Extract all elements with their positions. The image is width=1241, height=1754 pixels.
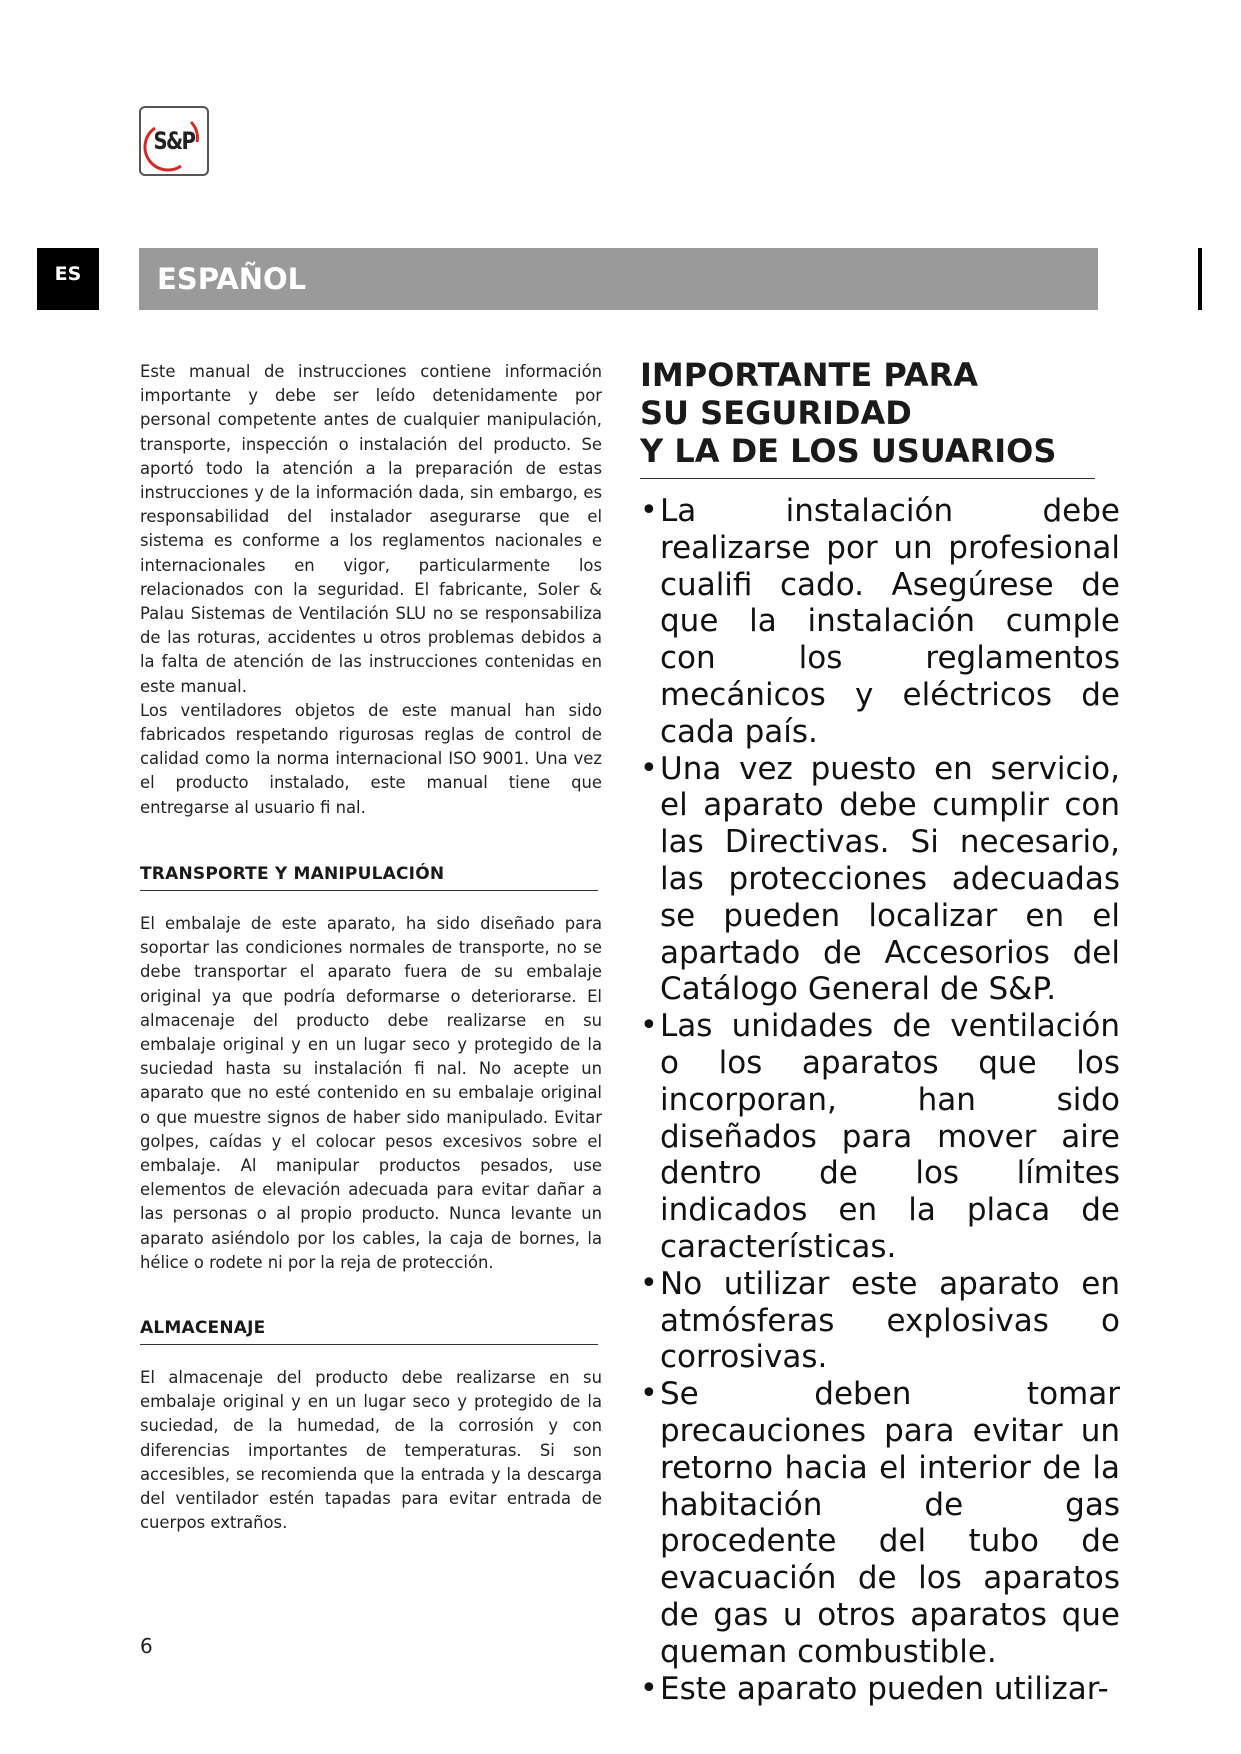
transporte-text: El embalaje de este aparato, ha sido diseñado para soportar las condiciones normales de transporte, no se debe transportar el aparato fuera de su embalaje original ya que podría deformarse o deteriorarse. El almacenaje del producto debe realizarse en su embalaje original y en un lugar seco y protegido de la suciedad hasta su instalación fi nal. No acepte un aparato que no esté contenido en su embalaje original o que muestre signos de haber sido manipulado. Evitar golpes, caídas y el colocar pesos excesivos sobre el embalaje. Al manipular productos pesados, use elementos de elevación adecuada para evitar dañar a las personas o al propio producto. Nunca levante un aparato asiéndolo por los cables, la caja de bornes, la hélice o rodete ni por la reja de protección. xyxy=(140,914,602,1272)
intro-section xyxy=(140,360,602,820)
safety-bullet: • Una vez puesto en servicio, el aparato debe cumplir con las Directivas. Si necesario, las protecciones adecuadas se pueden localizar en el apartado de Accesorios del Catálogo General de S&P. xyxy=(640,751,1120,1009)
intro-paragraph: Este manual de instrucciones contiene información importante y debe ser leído detenidamente por personal competente antes de cualquier manipulación, transporte, inspección o instalación del producto. Se aportó todo la atención a la preparación de estas instrucciones y de la información dada, sin embargo, es responsabilidad del instalador asegurarse que el sistema es conforme a los reglamentos nacionales e internacionales en vigor, particularmente los relacionados con la seguridad. El fabricante, Soler & Palau Sistemas de Ventilación SLU no se responsabiliza de las roturas, accidentes u otros problemas debidos a la falta de atención de las instrucciones contenidas en este manual. xyxy=(140,362,602,696)
safety-bullet: • Se deben tomar precauciones para evitar un retorno hacia el interior de la habitación de gas procedente del tubo de evacuación de los aparatos de gas u otros aparatos que queman combustible. xyxy=(640,1376,1120,1670)
section-title: ESPAÑOL xyxy=(139,248,1098,310)
safety-heading xyxy=(640,356,1095,479)
almacenaje-heading: ALMACENAJE xyxy=(140,1318,598,1345)
safety-heading-line: SU SEGURIDAD xyxy=(640,394,912,432)
safety-bullet-list xyxy=(640,493,1120,1707)
almacenaje-text: El almacenaje del producto debe realizarse en su embalaje original y en un lugar seco y protegido de la suciedad, de la humedad, de la corrosión y con diferencias importantes de temperaturas. Si son accesibles, se recomienda que la entrada y la descarga del ventilador estén tapadas para evitar entrada de cuerpos extraños. xyxy=(140,1368,602,1533)
logo-text: S&P xyxy=(153,127,195,155)
safety-heading-line: IMPORTANTE PARA xyxy=(640,356,979,394)
sp-logo xyxy=(139,106,209,176)
safety-bullet: • Las unidades de ventilación o los aparatos que los incorporan, han sido diseñados para mover aire dentro de los límites indicados en la placa de características. xyxy=(640,1008,1120,1266)
page-number: 6 xyxy=(140,1634,153,1658)
transporte-heading: TRANSPORTE Y MANIPULACIÓN xyxy=(140,864,598,891)
intro-paragraph: Los ventiladores objetos de este manual han sido fabricados respetando rigurosas reglas de control de calidad como la norma internacional ISO 9001. Una vez el producto instalado, este manual tiene que entregarse al usuario fi nal. xyxy=(140,700,602,817)
safety-bullet: • La instalación debe realizarse por un profesional cualifi cado. Asegúrese de que la instalación cumple con los reglamentos mecánicos y eléctricos de cada país. xyxy=(640,493,1120,751)
safety-heading-line: Y LA DE LOS USUARIOS xyxy=(640,432,1057,470)
language-tab: ES xyxy=(37,248,99,310)
safety-section xyxy=(640,356,1120,1707)
edge-marker xyxy=(1198,248,1202,310)
safety-bullet: • No utilizar este aparato en atmósferas explosivas o corrosivas. xyxy=(640,1266,1120,1376)
safety-bullet: • Este aparato pueden utilizar- xyxy=(640,1671,1120,1708)
